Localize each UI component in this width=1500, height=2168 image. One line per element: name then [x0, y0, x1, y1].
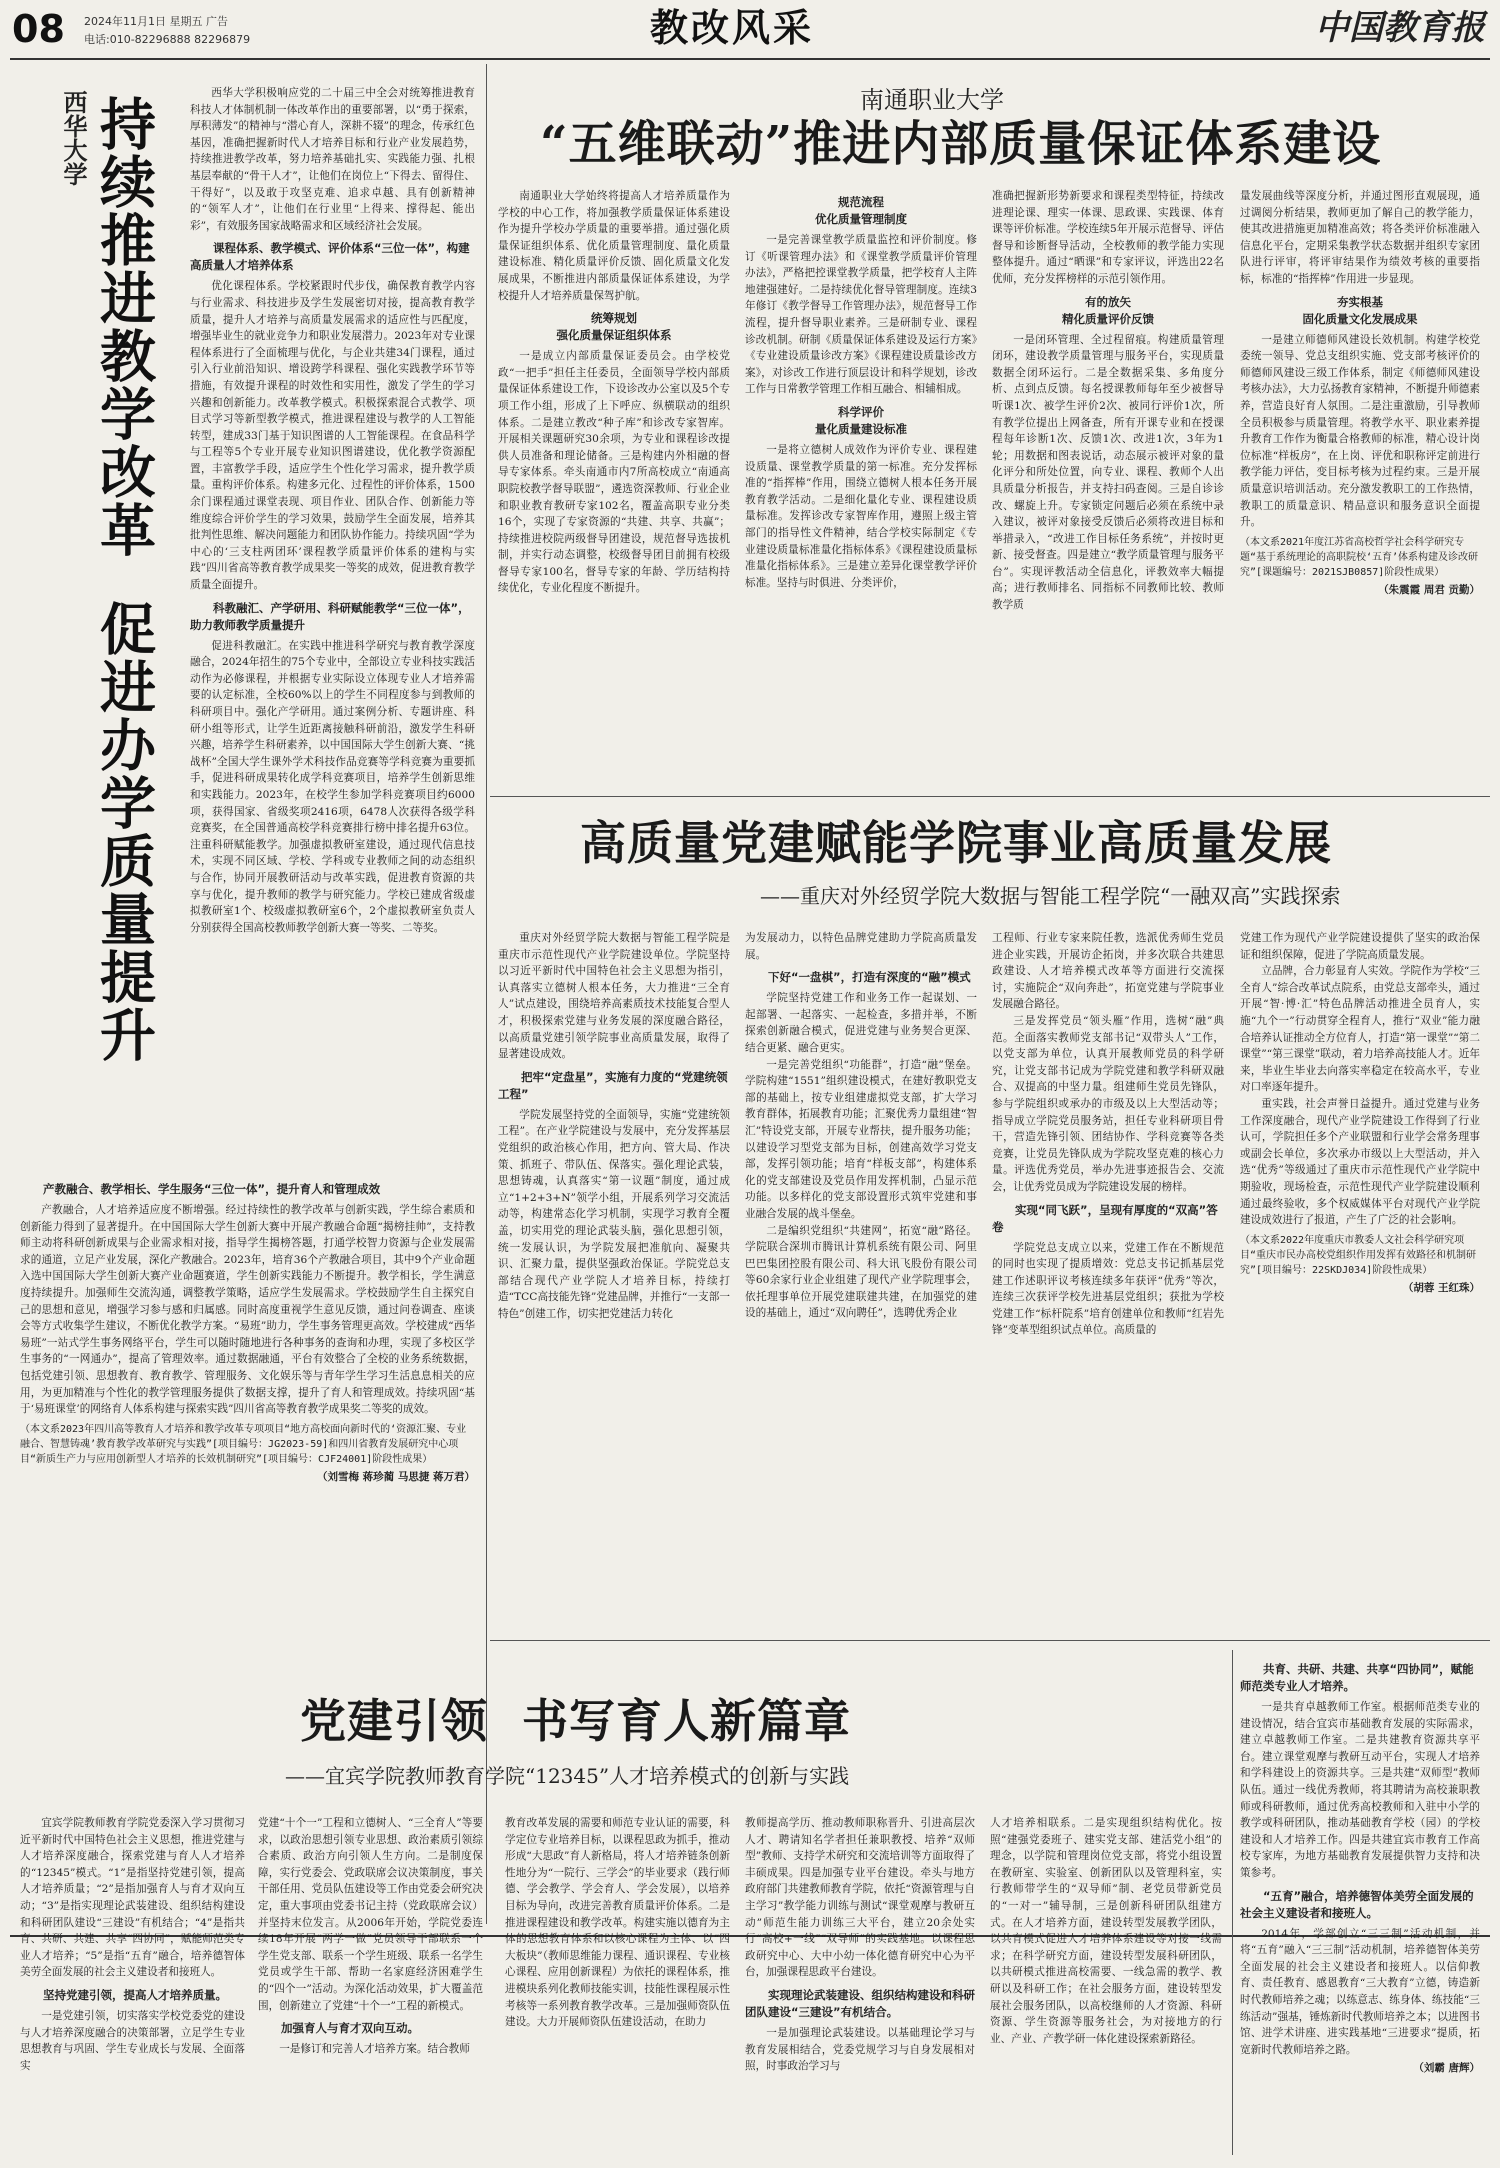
article3-authors: （胡蓉 王红珠）	[1402, 1281, 1480, 1294]
article3-col4	[1240, 930, 1480, 1630]
article3-col2-body4: 二是编织党组织“共建网”，拓宽“融”路径。学院联合深圳市腾讯计算机系统有限公司、阿里巴巴集团控股有限公司、科大讯飞股份有限公司等60余家行业企业组建了现代产业学院理事会，依托理事单位开展党建联建共建，在加强党的建设的基础上，通过“双向聘任”，选聘优秀企业	[745, 1224, 977, 1320]
article4-col6-body2: 2014年，学部创立“三三制”活动机制，并将“五育”融入“三三制”活动机制，培养德智体美劳全面发展的社会主义建设者和接班人。以信仰教育、责任教育、感恩教育“三大教育”立德，铸造新时代教师培养之魂；以练意志、练身体、练技能“三练活动”强基，锤炼新时代教师培养之本；以进图书馆、进学术讲座、进实践基地“三进要求”提质，拓宽新时代教师培养之路。	[1240, 1927, 1480, 2056]
article2-heading2: 规范流程 优化质量管理制度	[815, 195, 907, 226]
article3-subtitle: ——重庆对外经贸学院大数据与智能工程学院“一融双高”实践探索	[760, 884, 1341, 908]
article3-col2	[745, 930, 977, 1630]
article4-col4-body: 教师提高学历、推动教师职称晋升、引进高层次人才、聘请知名学者担任兼职教授、培养“双师型”教师、支持学术研究和交流培训等方面取得了丰硕成果。四是加强专业平台建设。牵头与地方政府部门共建教师教育学院，依托“资源管理与自主学习”教学能力训练与测试“课堂观摩与教研互动”师范生能力训练三大平台，建立20余处实行“高校+一线”“双导师”的实践基地。以课程思政研究中心、大中小幼一体化德育研究中心为平台，加强课程思政平台建设。	[745, 1817, 975, 1979]
masthead: 中国教育报	[1315, 8, 1485, 48]
article4-col3-body: 教育改革发展的需要和师范专业认证的需要，科学定位专业培养目标，以课程思政为抓手，推动形成“大思政”育人新格局，将人才培养链条创新性地分为“一院行、三学会”的毕业要求（践行师德、学会教学、学会育人、学会发展），以培养目标为导向，改进完善教育质量评价体系。二是推进课程建设和教学改革。构建实施以德育为主体的思想教育体系和以核心课程为主体、以“四大板块”（教师思维能力课程、通识课程、专业核心课程、应用创新课程）为依托的课程体系，推进模块系列化教师技能实训，技能性课程展示性考核等一系列教育教学改革。三是加强师资队伍建设。大力开展师资队伍建设活动，在助力	[505, 1817, 730, 2029]
article1-section2-heading: 科教融汇、产学研用、科研赋能教学“三位一体”，助力教师教学质量提升	[190, 600, 470, 632]
page-number: 08	[12, 7, 65, 51]
article1-title-part2: 促进办学质量提升	[91, 600, 157, 1064]
article1-institution: 西华大学	[59, 90, 88, 186]
article4-authors: （刘霸 唐辉）	[1413, 2062, 1480, 2075]
article2-funding-note: （本文系2021年度江苏省高校哲学社会科学研究专题“基于系统理论的高职院校‘五育’体系构建及诊改研究”[课题编号：2021SJB0857]阶段性成果）	[1240, 536, 1479, 578]
article2-intro: 南通职业大学始终将提高人才培养质量作为学校的中心工作，将加强教学质量保证体系建设作为提升学校办学质量的重要举措。通过强化质量保证组织体系、优化质量管理制度、量化质量建设标准、精化质量评价反馈、固化质量文化发展成果，不断推进内部质量保证体系建设，为学校提升人才培养质量保驾护航。	[498, 190, 730, 302]
article3-col2-body3: 一是完善党组织“功能群”，打造“融”堡垒。学院构建“1551”组织建设模式，在建好教职党支部的基础上，按专业组建虚拟党支部，扩大学习教育群体，拓展教育功能；汇聚优秀力量组建“智汇”特设党支部，开展专业帮扶，提升服务功能；以建设学习型党支部为目标，创建高效学习党支部，发挥引领功能；培育“样板支部”，构建体系化的党支部建设及党员作用发挥机制，凸显示范功能。以多样化的党支部设置形式筑牢党建和事业融合发展的战斗堡垒。	[745, 1058, 977, 1220]
article1-authors: （刘雪梅 蒋珍蔺 马思捷 蒋万君）	[317, 1470, 475, 1483]
article3-col1-body: 重庆对外经贸学院大数据与智能工程学院是重庆市示范性现代产业学院建设单位。学院坚持以习近平新时代中国特色社会主义思想为指引，认真落实立德树人根本任务，大力推进“三全育人”试点建设，围绕培养高素质技术技能复合型人才，积极探索党建与业务发展的深度融合路径，以高质量党建引领学院事业高质量发展，取得了显著建设成效。	[498, 932, 730, 1061]
article4-col1	[20, 1815, 245, 2155]
left-column-divider	[486, 64, 487, 1924]
article4-col5	[990, 1815, 1222, 2155]
article4-right-divider	[1232, 1650, 1233, 2155]
article3-col3-body1: 工程师、行业专家来院任教，选派优秀师生党员进企业实践，开展访企拓岗，并多次联合共建思政建设、人才培养模式改革等方面进行交流探讨，实施院企“双向奔赴”，拓宽党建与学院事业发展融合路径。	[992, 932, 1224, 1011]
article1-section3-body: 产教融合，人才培养适应度不断增强。经过持续性的教学改革与创新实践，学生综合素质和创新能力得到了显著提升。在中国国际大学生创新大赛中开展产教融合命题“揭榜挂帅”，支持教师主动将科研创新成果与企业需求相对接，指导学生揭榜答题，打通学校智力资源与企业发展需求的通道，立足产业发展，深化产教融合。2023年，培育36个产教融合项目，其中9个产业命题入选中国国际大学生创新大赛产业命题赛道，学生创新实践能力不断提升。教学相长，学生满意度持续提升。加强师生交流沟通，调整教学策略，适应学生发展需求。学校鼓励学生自主探究自己的思想和意见，增强学习参与感和归属感。同时高度重视学生意见反馈，通过问卷调查、座谈会等方式收集学生建议，不断优化教学方案。“易班”助力，学生事务管理更高效。学校建成“西华易班”一站式学生事务网络平台，学生可以随时随地进行各种事务的查询和办理，实现了多校区学生事务的“一网通办”，提高了管理效率。通过数据融通，平台有效整合了全校的业务系统数据，包括党建引领、思想教育、教育教学、管理服务、文化娱乐等与青年学生学习生活息息相关的应用，为更加精准与个性化的教学管理服务提供了数据支撑，提升了育人和管理成效。持续巩固“基于‘易班课堂’的网络育人体系构建与探索实践”四川省高等教育教学成果奖二等奖的成效。	[20, 1204, 475, 1416]
article2-col2-body1: 一是完善课堂教学质量监控和评价制度。修订《听课管理办法》和《课堂教学质量评价管理办法》，严格把控课堂教学质量，把学校育人主阵地建强建好。二是持续优化督导管理制度。连续3年修订《教学督导工作管理办法》，规范督导工作流程，提升督导职业素养。三是研制专业、课程诊改机制。研制《质量保证体系建设及运行方案》《专业建设质量诊改方案》《课程建设质量诊改方案》，对诊改工作进行顶层设计和科学规划，诊改工作与日常教学管理工作相互融合、相辅相成。	[745, 234, 977, 396]
article4-col5-body: 人才培养相联系。二是实现组织结构优化。按照“建强党委班子、建实党支部、建活党小组”的理念，以学院和管理岗位党支部，将党小组设置在教研室、实验室、创新团队以及管理科室，实行教师带学生的“双导师”制、老党员带新党员的“一对一”辅导制，三是创新科研团队组建方式。在人才培养方面，建设转型发展教学团队，以共育模式促进人才培养体系建设等对接一线需求；在科学研究方面，建设转型发展科研团队，以共研模式推进高校需要、一线急需的教学、教研以及科研工作；在社会服务方面，建设转型发展社会服务团队，以高校继师的人才资源、科研资源、学生资源等服务社会，为对接地方的行业、产业、产教学研一体化建设探索新路径。	[990, 1817, 1222, 2045]
article3-heading1: 把牢“定盘星”，实施有力度的“党建统领工程”	[498, 1069, 728, 1101]
article4-heading-four-synergy: 共育、共研、共建、共享“四协同”，赋能师范类专业人才培养。	[1240, 1662, 1474, 1693]
article4-col4	[745, 1815, 975, 2155]
article4-heading3: 实现理论武装建设、组织结构建设和科研团队建设“三建设”有机结合。	[745, 1987, 975, 2019]
section-title: 教改风采	[650, 6, 815, 50]
article3-col2-body1: 为发展动力，以特色品牌党建助力学院高质量发展。	[745, 932, 977, 961]
article1-funding-note: （本文系2023年四川高等教育人才培养和教学改革专项项目“地方高校面向新时代的‘资源汇聚、专业融合、智慧铸魂’教育教学改革研究与实践”[项目编号：JG2023-59]和四川省教育发展研究中心项目“新质生产力与应用创新型人才培养的长效机制研究”[项目编号：CJF24001]阶段性成果）	[20, 1423, 467, 1465]
article4-subtitle: ——宜宾学院教师教育学院“12345”人才培养模式的创新与实践	[285, 1764, 850, 1788]
article3-col4-body1: 党建工作为现代产业学院建设提供了坚实的政治保证和组织保障，促进了学院高质量发展。	[1240, 932, 1480, 961]
article4-col2	[258, 1815, 483, 2155]
article1-column-upper	[190, 85, 475, 1100]
article4-title: 党建引领 书写育人新篇章	[300, 1694, 852, 1748]
header-rule	[10, 58, 1490, 60]
article2-heading4: 有的放矢 精化质量评价反馈	[1062, 294, 1154, 326]
phone-line: 电话:010-82296888 82296879	[84, 33, 251, 46]
article2-col1-body: 一是成立内部质量保证委员会。由学校党政“一把手”担任主任委员，全面领导学校内部质量保证体系建设工作，下设诊改办公室以及5个专项工作小组，形成了上下呼应、纵横联动的组织体系。二是建立教改“种子库”和诊改专家智库。开展相关课题研究30余项，为专业和课程诊改提供人员准备和理论储备。三是构建内外相融的督导专家体系。牵头南通市内7所高校成立“南通高职院校教学督导联盟”，遴选资深教师、行业企业和职业教育教研专家102名，覆盖高职专业分类16个，实现了专家资源的“共建、共享、共赢”；持续推进校院两级督导团建设，规范督导选拔机制，并实行动态调整，校级督导团目前拥有校级督导专家100名，督导专家的年龄、学历结构持续优化，专业化程度不断提升。	[498, 350, 730, 595]
article2-col4-body1: 量发展曲线等深度分析，并通过图形直观展现，通过调阅分析结果，教师更加了解自己的教学能力，使其改进措施更加精准高效；将各类评价标准融入信息化平台，定期采集教学状态数据并组织专家团队进行评审，将评审结果作为绩效考核的重要指标，标准的“指挥棒”作用进一步显现。	[1240, 190, 1480, 285]
article3-title: 高质量党建赋能学院事业高质量发展	[580, 816, 1332, 870]
article4-col3	[505, 1815, 730, 2155]
article2-kicker: 南通职业大学	[860, 86, 1004, 114]
article3-heading3: 实现“同飞跃”，呈现有厚度的“双高”答卷	[992, 1202, 1218, 1234]
article1-section3-heading: 产教融合、教学相长、学生服务“三位一体”，提升育人和管理成效	[43, 1182, 381, 1196]
article1-title-part1: 持续推进教学改革	[91, 95, 157, 559]
date-line: 2024年11月1日 星期五 广告	[84, 15, 228, 28]
article3-col3-body3: 学院党总支成立以来，党建工作在不断规范的同时也实现了提质增效：党总支书记抓基层党建工作述职评议考核连续多年获评“优秀”等次，连续三次获评学校先进基层党组织；获批为学校党建工作“标杆院系”培育创建单位和教师“红岩先锋”变革型组织试点单位。高质量的	[992, 1241, 1224, 1337]
article1-section1-heading: 课程体系、教学模式、评价体系“三位一体”，构建高质量人才培养体系	[190, 241, 470, 273]
article2-col3	[992, 188, 1224, 783]
article2-bottom-rule	[490, 796, 1490, 797]
article4-col1-body2: 一是党建引领，切实落实学校党委党的建设与人才培养深度融合的决策部署，立足学生专业思想教育与巩固、学生专业成长与发展、全面落实	[20, 2009, 245, 2072]
article2-authors: （朱震霞 周君 贡勤）	[1378, 583, 1480, 596]
article2-title: “五维联动”推进内部质量保证体系建设	[540, 116, 1382, 172]
article3-funding-note: （本文系2022年度重庆市教委人文社会科学研究项目“重庆市民办高校党组织作用发挥有效路径和机制研究”[项目编号：22SKDJ034]阶段性成果）	[1240, 1234, 1477, 1276]
article4-heading1: 坚持党建引领，提高人才培养质量。	[43, 1987, 227, 2002]
article3-heading2: 下好“一盘棋”，打造有深度的“融”模式	[768, 970, 971, 985]
article2-heading5: 夯实根基 固化质量文化发展成果	[1302, 294, 1418, 326]
article2-col1	[498, 188, 730, 783]
article4-heading2: 加强育人与育才双向互动。	[281, 2021, 419, 2036]
article3-col1	[498, 930, 730, 1630]
article3-col4-body2: 立品牌，合力彰显育人实效。学院作为学校“三全育人”综合改革试点院系，由党总支部牵头，通过开展“智·博·汇”特色品牌活动推进全员育人，实施“九个一”行动贯穿全程育人，推行“双业”能力融合培养认证推动全方位育人，打造“第一课堂”“第二课堂”“第三课堂”联动，着力培养高技能人才。近年来，毕业生毕业去向落实率稳定在较高水平，专业对口率逐年提升。	[1240, 965, 1480, 1094]
article3-bottom-rule	[490, 1640, 1490, 1641]
article4-col1-body: 宜宾学院教师教育学院党委深入学习贯彻习近平新时代中国特色社会主义思想，推进党建与人才培养深度融合，探索党建与育人人才培养的“12345”模式。“1”是指坚持党建引领，提高人才培养质量；“2”是指加强育人与育才双向互动；“3”是指实现理论武装建设、组织结构建设和科研团队建设“三建设”有机结合；“4”是指共育、共研、共建、共享“四协同”，赋能师范类专业人才培养；“5”是指“五育”融合，培养德智体美劳全面发展的社会主义建设者和接班人。	[20, 1817, 245, 1979]
article3-col4-body3: 重实践，社会声誉日益提升。通过党建与业务工作深度融合，现代产业学院建设工作得到了行业认可，学院担任多个产业联盟和行业学会常务理事或副会长单位，多次承办市级以上大型活动，并入选“优秀”等级通过了重庆市示范性现代产业学院中期验收，现场检查，示范性现代产业学院建设顺利通过最终验收，多个权威媒体平台对现代产业学院建设成效进行了报道，产生了广泛的社会影响。	[1240, 1097, 1480, 1227]
article3-col2-body2: 学院坚持党建工作和业务工作一起谋划、一起部署、一起落实、一起检查，多措并举，不断探索创新融合模式，促进党建与业务契合更深、结合更紧、融合更实。	[745, 992, 977, 1054]
article2-col2-body2: 一是将立德树人成效作为评价专业、课程建设质量、课堂教学质量的第一标准。充分发挥标准的“指挥棒”作用，围绕立德树人根本任务开展教育教学活动。二是细化量化专业、课程建设质量标准。发挥诊改专家智库作用，遵照上级主管部门的指导性文件精神，结合学校实际制定《专业建设质量标准量化指标体系》《课程建设质量标准量化指标体系》。三是建立差异化课堂教学评价标准。坚持与时俱进、分类评价，	[745, 443, 977, 589]
article4-col6	[1240, 1655, 1480, 2155]
article2-heading3: 科学评价 量化质量建设标准	[815, 404, 907, 436]
article1-section2-body: 促进科教融汇。在实践中推进科学研究与教育教学深度融合，2024年招生的75个专业中，全部设立专业科技实践活动作为必修课程，并根据专业实际设立体现专业人才培养需要的认定标准，全校60%以上的学生不同程度参与到教师的科研项目中。强化产学研用。通过案例分析、专题讲座、科研小组等形式，让学生近距离接触科研前沿，激发学生科研兴趣，培养学生科研素养，以中国国际大学生创新大赛、“挑战杯”全国大学生课外学术科技作品竞赛等学科竞赛为重要抓手，促进科研成果转化成学科竞赛项目，培养学生创新思维和实践能力。2023年，在校学生参加学科竞赛项目约6000项，获得国家、省级奖项2416项，6478人次获得各级学科竞赛奖，在全国普通高校学科竞赛排行榜中排名提升63位。注重科研赋能教学。加强虚拟教研室建设，通过现代信息技术，实现不同区域、学校、学科或专业教师之间的动态组织与合作，协同开展教研活动与改革实践，促进教育资源的共享与优化，提升教师的教学与研究能力。学校已建成省级虚拟教研室1个、校级虚拟教研室6个，2个虚拟教研室负责人分别获得全国高校教师教学创新大赛一等奖、二等奖。	[190, 639, 475, 934]
article3-col3	[992, 930, 1224, 1630]
article2-col3-body2: 一是闭环管理、全过程留痕。构建质量管理闭环，建设教学质量管理与服务平台，实现质量数据全闭环运行。二是全数据采集、多角度分析、点到点反馈。每名授课教师每年至少被督导听课1次、被学生评价2次、被同行评价1次，所有教学位提出上网备查，所有开课专业和在授课程每年诊断1次、反馈1次、改进1次，3年为1轮；用数据和图表说话，动态展示被评对象的量化评分和所处位置，向专业、课程、教师个人出具质量分析报告，并支持扫码查阅。三是自诊诊改、螺旋上升。专家锁定问题后必须在系统中录入建议，被评对象接受反馈后必须将改进目标和举措录入，“改进工作目标任务系统”，并按时更新、接受督查。四是建立“教学质量管理与服务平台”。实现评教活动全信息化，评教效率大幅提高；进行教师排名、同指标不同教师比较、教师教学质	[992, 333, 1224, 612]
article3-col3-body2: 三是发挥党员“领头雁”作用，选树“融”典范。全面落实教师党支部书记“双带头人”工作，以党支部为单位，认真开展教师党员的科学研究，让党支部书记成为学院党建和教学科研双融合、双提高的中坚力量。组建师生党员先锋队，参与学院组织或承办的市级及以上大型活动等；指导成立学院党员服务站，担任专业科研项目骨干，营造先锋引领、团结协作、学科竞赛等各类竞赛，让党员先锋队成为学院攻坚克难的核心力量。评选优秀党员，举办先进事迹报告会、交流会，让优秀党员成为学院建设发展的榜样。	[992, 1014, 1224, 1193]
article4-heading4: “五育”融合，培养德智体美劳全面发展的社会主义建设者和接班人。	[1240, 1888, 1474, 1920]
article2-heading1: 统筹规划 强化质量保证组织体系	[556, 311, 672, 343]
article2-col2	[745, 188, 977, 783]
article4-col6-body1: 一是共育卓越教师工作室。根据师范类专业的建设情况，结合宜宾市基础教育发展的实际需求，建立卓越教师工作室。二是共建教育资源共享平台。建立课堂观摩与教研互动平台，实现人才培养和学科建设上的资源共享。三是共建“双师型”教师队伍。通过一线优秀教师，将其聘请为高校兼职教师或科研教师，通过优秀高校教师和入驻中小学的教学或科研团队，推动基础教育学校（园）的学校建设和人才培养工作。四是共建宜宾市教育工作高校专家库，为地方基础教育发展提供智力支持和决策参考。	[1240, 1701, 1480, 1879]
article4-col2-body: 党建“十个一”工程和立德树人、“三全育人”等要求，以政治思想引领专业思想、政治素质引领综合素质、政治方向引领人生方向。二是制度保障，实行党委会、党政联席会议决策制度，事关干部任用、党员队伍建设等工作由党委会研究决定，重大事项由党委书记主持（党政联席会议）并坚持末位发言。从2006年开始，学院党委连续18年开展“两学一做”党员领导干部联系一个学生党支部、联系一个学生班级、联系一名学生党员或学生干部、帮助一名家庭经济困难学生的“四个一”活动。为深化活动效果，扩大覆盖范围，创新建立了党建“十个一”工程的新模式。	[258, 1817, 483, 2012]
article3-col1-body2: 学院发展坚持党的全面领导，实施“党建统领工程”。在产业学院建设与发展中，充分发挥基层党组织的政治核心作用，把方向、管大局、作决策、抓班子、带队伍、保落实。强化理论武装，思想铸魂，认真落实“第一议题”制度，通过成立“1+2+3+N”领学小组，开展系列学习交流活动等，构建常态化学习机制，实现学习教育全覆盖，切实用党的理论武装头脑，强化思想引领，统一发展认识，为学院发展把准航向、凝聚共识、汇聚力量，提供坚强政治保证。学院党总支部结合现代产业学院人才培养目标，持续打造“TCC高技能先锋”党建品牌，并推行“一支部一特色”创建工作，切实把党建活力转化	[498, 1108, 730, 1320]
article4-col4-body2: 一是加强理论武装建设。以基础理论学习与教育发展相结合，党委党规学习与自身发展相对照，时事政治学习与	[745, 2026, 975, 2073]
article2-col4-body2: 一是建立师德师风建设长效机制。构建学校党委统一领导、党总支组织实施、党支部考核评价的师德师风建设三级工作体系，制定《师德师风建设考核办法》，大力弘扬教育家精神，不断提升师德素养，营造良好育人氛围。二是注重激励，引导教师全员积极参与质量管理。将教学水平、职业素养提升教育工作作为衡量合格教师的标准，精心设计岗位标准“样板房”，在上岗、评优和职称评定前进行教学能力评估，变目标考核为过程约束。三是开展质量意识培训活动。充分激发教职工的工作热情，教职工的质量意识、精品意识和服务意识全面提升。	[1240, 333, 1480, 529]
article1-intro: 西华大学积极响应党的二十届三中全会对统筹推进教育科技人才体制机制一体改革作出的重要部署，以“勇于探索，厚积薄发”的精神与“潜心育人，深耕不辍”的理念，传承红色基因，准确把握新时代人才培养目标和行业产业发展趋势，持续推进教学改革，努力培养基础扎实、实践能力强、扎根基层奉献的“骨干人才”，让他们在岗位上“下得去、留得住、干得好”，以及敢于攻坚克难、追求卓越、具有创新精神的“领军人才”，让他们在行业里“上得来、撑得起、能出彩”，有效服务国家战略需求和区域经济社会发展。	[190, 87, 475, 232]
article2-col3-body1: 准确把握新形势新要求和课程类型特征，持续改进理论课、理实一体课、思政课、实践课、体育课等评价标准。学校连续5年开展示范督导、评估督导和诊断督导活动，全校教师的教学能力实现整体提升。通过“晒课”和专家评议，评选出22名优师，充分发挥榜样的示范引领作用。	[992, 190, 1224, 285]
article4-col2-body2: 一是修订和完善人才培养方案。结合教师	[279, 2043, 470, 2056]
article2-col4	[1240, 188, 1480, 783]
article1-section1-body: 优化课程体系。学校紧跟时代步伐，确保教育教学内容与行业需求、科技进步及学生发展密切对接，提高教育教学质量，提升人才培养与高质量发展需求的适应性与匹配度，增强毕业生的就业竞争力和职业发展潜力。2023年对专业课程体系进行了全面梳理与优化，与企业共建34门课程，通过引入行业前沿知识、增设跨学科课程、强化实践教学环节等措施，有效提升课程的时效性和实用性，激发了学生的学习兴趣和创新能力。改革教学模式。积极探索混合式教学、项目式学习等新型教学模式，推进课程建设与教学的人工智能转型，建成33门基于知识图谱的人工智能课程。在食品科学与工程等5个专业开展专业知识图谱建设，优化教学资源配置，丰富教学手段，适应学生个性化学习需求，提升教学质量。重构评价体系。构建多元化、过程性的评价体系，1500余门课程通过课堂表现、项目作业、团队合作、创新能力等维度综合评价学生的学习效果，鼓励学生全面发展，培养其批判性思维、解决问题能力和团队协作能力。持续巩固“学为中心的‘三支柱两团环’课程教学质量评价体系的建构与实践”四川省高等教育教学成果奖一等奖的成效，促进教育教学质量全面提升。	[190, 280, 475, 592]
